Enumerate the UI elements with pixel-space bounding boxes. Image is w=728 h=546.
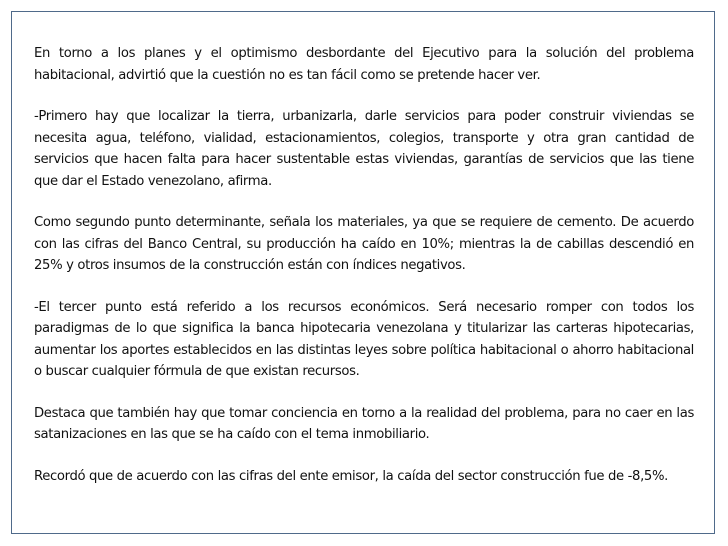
- paragraph-conciencia: Destaca que también hay que tomar conciencia en torno a la realidad del problema, para no caer en las satanizaciones en las que se ha caído con el tema inmobiliario.: [34, 405, 694, 442]
- paragraph-segundo: Como segundo punto determinante, señala los materiales, ya que se requiere de cemento. De acuerdo con las cifras del Banco Central, su producción ha caído en 10%; mientras la de cabillas descendió en 25% y otros insumos de la construcción están con índices negativos.: [34, 215, 694, 273]
- paragraph-primero: -Primero hay que localizar la tierra, urbanizarla, darle servicios para poder construir viviendas se necesita agua, teléfono, vialidad, estacionamientos, colegios, transporte y otra gran cantidad de servicios que hacen falta para hacer sustentable estas viviendas, garantías de servicios que las tiene que dar el Estado venezolano, afirma.: [34, 109, 694, 189]
- paragraph-planes: En torno a los planes y el optimismo desbordante del Ejecutivo para la solución del problema habitacional, advirtió que la cuestión no es tan fácil como se pretende hacer ver.: [34, 46, 694, 83]
- paragraph-tercero: -El tercer punto está referido a los recursos económicos. Será necesario romper con todos los paradigmas de lo que significa la banca hipotecaria venezolana y titularizar las carteras hipotecarias, aumentar los aportes establecidos en las distintas leyes sobre política habitacional o ahorro habitacional o buscar cualquier fórmula de que existan recursos.: [34, 299, 694, 379]
- paragraph-cifras: Recordó que de acuerdo con las cifras del ente emisor, la caída del sector construcción fue de -8,5%.: [34, 468, 668, 484]
- document-body: [34, 43, 694, 487]
